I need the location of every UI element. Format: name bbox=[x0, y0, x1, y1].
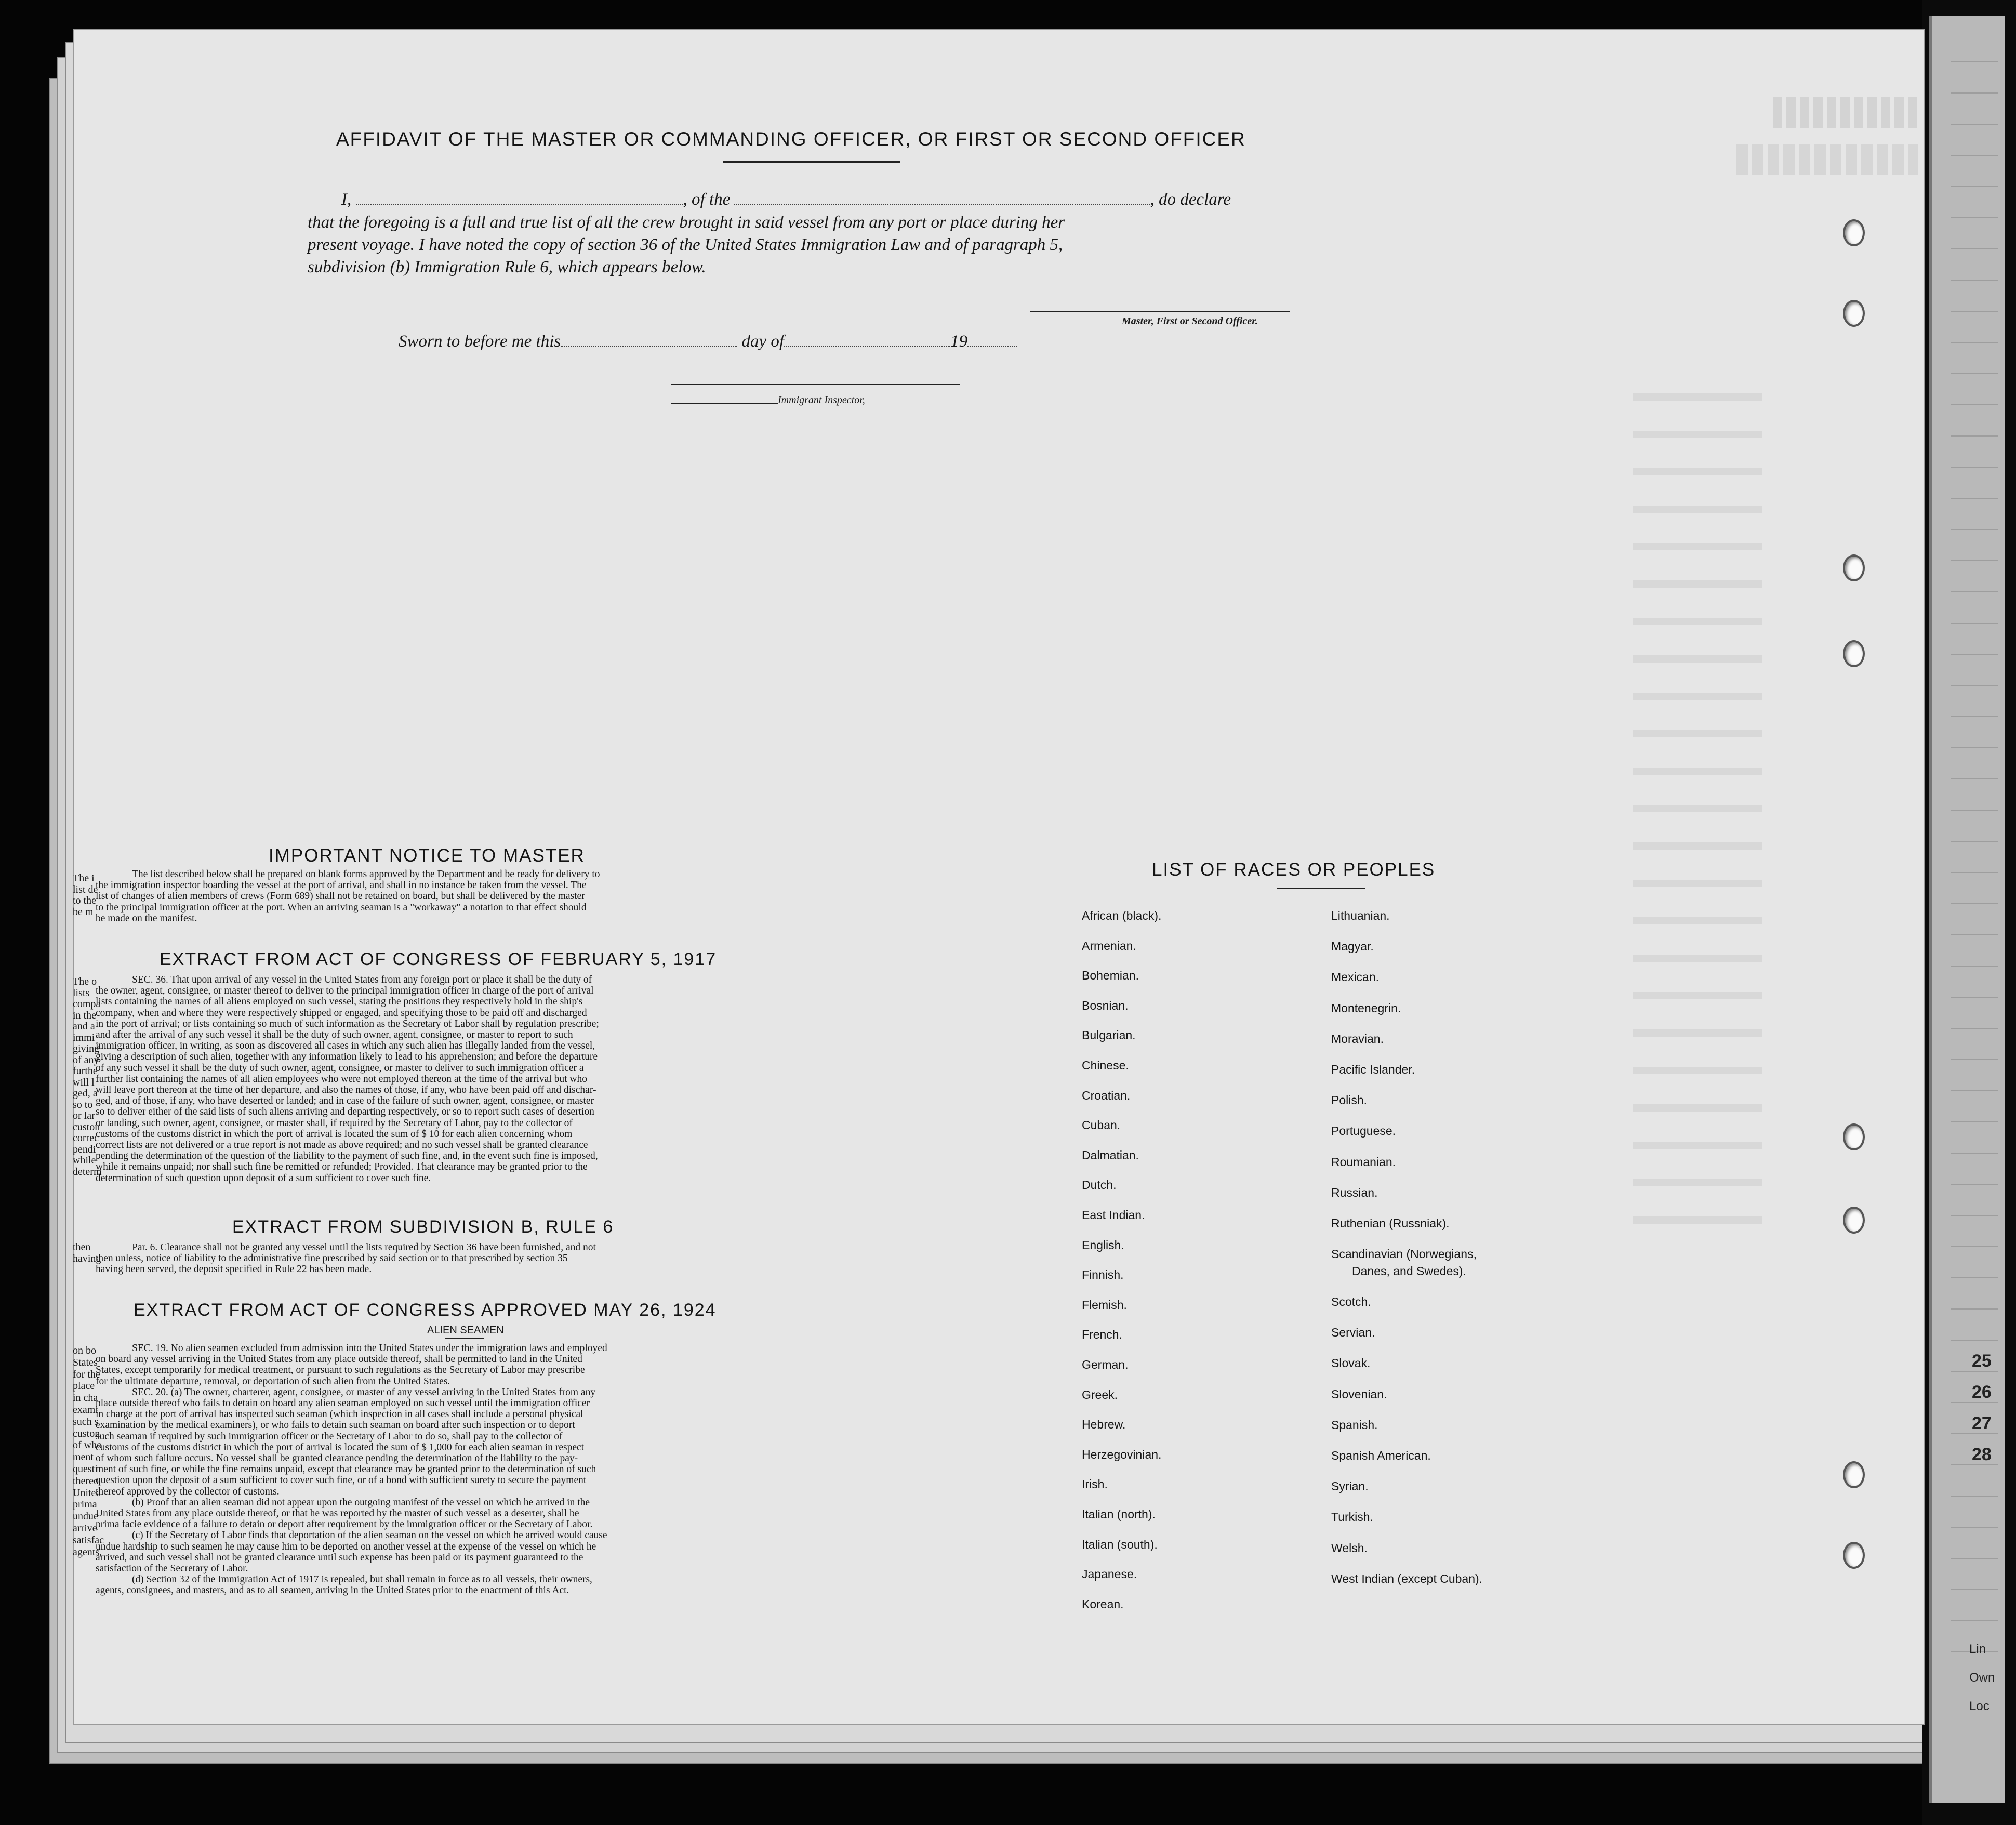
margin-fragment: States bbox=[73, 1356, 98, 1368]
declaration-of-the: , of the bbox=[683, 190, 731, 209]
margin-fragment: and a bbox=[73, 1021, 95, 1032]
notice-line: the immigration inspector boarding the vessel at the port of arrival, and shall in no instance be taken from the vessel. The bbox=[96, 880, 587, 891]
race-item: Spanish American. bbox=[1331, 1448, 1431, 1462]
race-item: Irish. bbox=[1082, 1477, 1108, 1491]
statute-line: place outside thereof who fails to detain on board any alien seaman employed on such vessel until the immigration officer bbox=[96, 1398, 590, 1409]
race-item: Hebrew. bbox=[1082, 1418, 1126, 1432]
margin-fragment: immi bbox=[73, 1031, 95, 1043]
margin-fragment: in the bbox=[73, 1009, 96, 1021]
margin-fragment: such s bbox=[73, 1416, 99, 1427]
race-item: Mexican. bbox=[1331, 970, 1380, 984]
statute-line: giving a description of such alien, together with any information likely to lead to his apprehension; and before the departure bbox=[96, 1051, 598, 1063]
race-item: Cuban. bbox=[1082, 1118, 1121, 1132]
margin-fragment: custon bbox=[73, 1121, 100, 1133]
notice-line: be made on the manifest. bbox=[96, 912, 197, 924]
statute-line: in the port of arrival; or lists containing so much of such information as the Secretary of Labor shall by regulation prescribe; bbox=[96, 1018, 599, 1029]
margin-fragment: compa bbox=[73, 998, 101, 1010]
bleed-through-header bbox=[1736, 144, 1918, 175]
margin-fragment: questi bbox=[73, 1463, 98, 1475]
statute-line: United States from any place outside thereof, or that he was reported by the master of such vessel as a deserter, shall be bbox=[96, 1508, 579, 1519]
margin-fragment: determ bbox=[73, 1166, 102, 1178]
margin-fragment: of who bbox=[73, 1439, 102, 1451]
statute-line: (c) If the Secretary of Labor finds that deportation of the alien seaman on the vessel on which he arrived would cause bbox=[132, 1530, 607, 1541]
declaration-line-3: present voyage. I have noted the copy of section 36 of the United States Immigration Law and of paragraph 5, bbox=[308, 235, 1063, 254]
statute-line: so to deliver either of the said lists of such aliens arriving and departing respectively, or so to report such cases of desertion bbox=[96, 1106, 594, 1118]
race-item: Greek. bbox=[1082, 1387, 1118, 1401]
race-item: African (black). bbox=[1082, 909, 1162, 922]
statute-line: further list containing the names of all alien employees who were not employed thereon at the time of the arrival but who bbox=[96, 1073, 587, 1085]
margin-fragment: list de bbox=[73, 883, 98, 895]
statute-line: determination of such question upon deposit of a sum sufficient to cover such fine. bbox=[96, 1172, 431, 1184]
race-item: Welsh. bbox=[1331, 1541, 1368, 1555]
statute-line: question upon the deposit of a sum sufficient to cover such fine, or of a bond with sufficient surety to secure the payment bbox=[96, 1475, 587, 1486]
statute-line: and after the arrival of any such vessel it shall be the duty of such owner, agent, consignee, or master to report to such bbox=[96, 1029, 573, 1041]
margin-fragment: correc bbox=[73, 1132, 99, 1144]
race-item: Japanese. bbox=[1082, 1567, 1137, 1581]
race-item: Bohemian. bbox=[1082, 969, 1139, 983]
statute-line: satisfaction of the Secretary of Labor. bbox=[96, 1563, 248, 1575]
race-item: Italian (south). bbox=[1082, 1537, 1158, 1551]
race-item: Lithuanian. bbox=[1331, 909, 1390, 922]
races-title-underline bbox=[1277, 888, 1365, 889]
margin-fragment: The i bbox=[73, 872, 95, 884]
margin-fragment: arrive bbox=[73, 1523, 97, 1534]
race-item: Dutch. bbox=[1082, 1178, 1117, 1192]
race-item: English. bbox=[1082, 1238, 1124, 1252]
race-item: Scandinavian (Norwegians, bbox=[1331, 1247, 1477, 1261]
race-item: Polish. bbox=[1331, 1093, 1368, 1107]
race-item: Armenian. bbox=[1082, 938, 1136, 953]
notice-line: to the principal immigration officer at the port. When an arriving seaman is a "workaway" a notation to that effect should bbox=[96, 902, 587, 913]
statute-line: having been served, the deposit specified in Rule 22 has been made. bbox=[96, 1264, 372, 1275]
notice-line: list of changes of alien members of crews (Form 689) shall not be retained on board, but shall be delivered by the master bbox=[96, 891, 585, 902]
statute-line: customs of the customs district in which the port of arrival is located the sum of $ 1,000 for each alien seaman in respect bbox=[96, 1442, 585, 1453]
name-blank[interactable] bbox=[356, 188, 683, 205]
race-item: Finnish. bbox=[1082, 1268, 1124, 1282]
statute-line: in charge at the port of arrival has inspected such seaman (which inspection in all cases shall include a personal physical bbox=[96, 1409, 583, 1420]
statute-line: of any such vessel it shall be the duty of such owner, agent, consignee, or master to deliver to such immigration officer a bbox=[96, 1062, 584, 1074]
margin-fragment: to the bbox=[73, 895, 96, 906]
statute-line: correct lists are not delivered or a true report is not made as above required; and no such vessel shall be granted clearance bbox=[96, 1140, 588, 1151]
declaration-i: I, bbox=[341, 190, 352, 209]
race-item: German. bbox=[1082, 1358, 1129, 1371]
margin-fragment: lists bbox=[73, 987, 90, 999]
margin-fragment: for the bbox=[73, 1368, 100, 1380]
alien-seamen-subtitle: ALIEN SEAMEN bbox=[427, 1325, 504, 1336]
hole-punch bbox=[1843, 1123, 1865, 1150]
margin-fragment: pendi bbox=[73, 1143, 96, 1155]
sworn-day-blank[interactable] bbox=[561, 330, 737, 347]
subdivision-b-title: EXTRACT FROM SUBDIVISION B, RULE 6 bbox=[232, 1217, 614, 1237]
margin-fragment: ment bbox=[73, 1451, 94, 1463]
margin-fragment: thereo bbox=[73, 1475, 99, 1487]
margin-fragment: furthe bbox=[73, 1065, 98, 1077]
margin-fragment: agents, bbox=[73, 1546, 102, 1558]
race-item: Herzegovinian. bbox=[1082, 1447, 1162, 1461]
statute-line: thereof approved by the collector of customs. bbox=[96, 1486, 280, 1497]
master-caption: Master, First or Second Officer. bbox=[1122, 315, 1258, 327]
race-item: Scotch. bbox=[1331, 1294, 1371, 1308]
statute-line: prima facie evidence of a failure to detain or deport after requirement by the immigration officer or the Secretary of Labor. bbox=[96, 1519, 593, 1530]
statute-line: (d) Section 32 of the Immigration Act of 1917 is repealed, but shall remain in force as to all vessels, their owners, bbox=[132, 1574, 592, 1585]
statute-line: ged, and of those, if any, who have deserted or landed; and in case of the failure of such owner, agent, consignee, or master bbox=[96, 1095, 594, 1107]
statute-line: or landing, such owner, agent, consignee, or master shall, if required by the Secretary of Labor, pay to the collector of bbox=[96, 1117, 573, 1129]
declaration-do-declare: , do declare bbox=[1150, 190, 1231, 209]
hole-punch bbox=[1843, 1461, 1865, 1488]
strip-number: 28 bbox=[1972, 1445, 1992, 1464]
statute-line: States, except temporarily for medical treatment, or pursuant to such regulations as the Secretary of Labor may prescribe bbox=[96, 1365, 585, 1376]
margin-fragment: on bo bbox=[73, 1345, 96, 1356]
inspector-caption: Immigrant Inspector, bbox=[778, 394, 865, 406]
statute-line: on board any vessel arriving in the United States from any place outside thereof, shall be permitted to land in the United bbox=[96, 1354, 582, 1365]
margin-fragment: be m bbox=[73, 906, 94, 918]
race-item: Chinese. bbox=[1082, 1059, 1129, 1072]
race-item: Flemish. bbox=[1082, 1298, 1127, 1312]
statute-line: SEC. 36. That upon arrival of any vessel in the United States from any foreign port or place it shall be the duty of bbox=[132, 974, 592, 985]
margin-fragment: place bbox=[73, 1380, 95, 1392]
margin-fragment: United bbox=[73, 1487, 101, 1499]
strip-number: 27 bbox=[1972, 1413, 1992, 1433]
subtitle-underline bbox=[445, 1338, 484, 1339]
race-item: Magyar. bbox=[1331, 940, 1374, 954]
year-blank[interactable] bbox=[967, 330, 1017, 347]
statute-line: lists containing the names of all aliens employed on such vessel, stating the positions they respectively hold in the ship's bbox=[96, 996, 583, 1008]
strip-label: Own bbox=[1969, 1671, 1995, 1685]
declaration-line-2: that the foregoing is a full and true list of all the crew brought in said vessel from any port or place during her bbox=[308, 213, 1065, 232]
statute-line: then unless, notice of liability to the administrative fine prescribed by said section or to that prescribed by section 35 bbox=[96, 1253, 568, 1264]
extract-1924-title: EXTRACT FROM ACT OF CONGRESS APPROVED MAY 26, 1924 bbox=[134, 1300, 717, 1320]
hole-punch bbox=[1843, 1207, 1865, 1234]
margin-fragment: or lar bbox=[73, 1110, 95, 1121]
margin-fragment: ged, a bbox=[73, 1088, 98, 1099]
race-item: French. bbox=[1082, 1328, 1122, 1342]
title-underline bbox=[723, 161, 900, 163]
hole-punch bbox=[1843, 219, 1865, 246]
race-item: Turkish. bbox=[1331, 1510, 1373, 1524]
margin-fragment: having bbox=[73, 1252, 101, 1264]
year-text: 19 bbox=[950, 332, 968, 351]
race-item: West Indian (except Cuban). bbox=[1331, 1571, 1483, 1585]
document-page bbox=[73, 29, 1925, 1725]
notice-body bbox=[96, 869, 867, 924]
race-item: Pacific Islander. bbox=[1331, 1063, 1415, 1076]
bleed-through-header bbox=[1773, 97, 1918, 128]
margin-fragment: The o bbox=[73, 976, 97, 987]
race-item: Moravian. bbox=[1331, 1031, 1384, 1046]
sworn-line bbox=[399, 330, 1017, 352]
hole-punch bbox=[1843, 1542, 1865, 1569]
statute-line: of whom such failure occurs. No vessel shall be granted clearance pending the determination of the liability to the pay- bbox=[96, 1453, 578, 1464]
statute-line: ment of such fine, or while the fine remains unpaid, except that clearance may be granted prior to the determination of such bbox=[96, 1464, 596, 1475]
race-item: Spanish. bbox=[1331, 1418, 1378, 1432]
margin-fragment: custon bbox=[73, 1427, 100, 1439]
declaration-line-4: subdivision (b) Immigration Rule 6, which appears below. bbox=[308, 258, 706, 276]
strip-label: Loc bbox=[1969, 1699, 1990, 1713]
sworn-month-blank[interactable] bbox=[784, 330, 950, 347]
race-item: Italian (north). bbox=[1082, 1507, 1156, 1521]
strip-label: Lin bbox=[1969, 1642, 1986, 1656]
statute-line: will leave port thereon at the time of her departure, and also the names of those, if any, who have been paid off and dischar- bbox=[96, 1085, 596, 1096]
margin-fragment: will l bbox=[73, 1076, 95, 1088]
notice-title: IMPORTANT NOTICE TO MASTER bbox=[269, 845, 585, 866]
bleed-through-column bbox=[1633, 393, 1762, 1225]
declaration-line-1 bbox=[341, 188, 1231, 210]
margin-fragment: while bbox=[73, 1155, 96, 1166]
race-item: Korean. bbox=[1082, 1597, 1124, 1611]
race-item: Montenegrin. bbox=[1331, 1001, 1401, 1015]
statute-line: company, when and where they were respectively shipped or engaged, and specifying those to be paid off and discharged bbox=[96, 1007, 587, 1019]
race-item: Bosnian. bbox=[1082, 998, 1129, 1012]
statute-line: while it remains unpaid; nor shall such fine be remitted or refunded; Provided. That clearance may be granted prior to the bbox=[96, 1161, 588, 1173]
race-item: Servian. bbox=[1331, 1326, 1375, 1340]
statute-line: such seaman if required by such immigration officer or the Secretary of Labor to do so, shall pay to the collector of bbox=[96, 1431, 563, 1442]
margin-fragment: giving bbox=[73, 1043, 100, 1054]
notice-line: The list described below shall be prepared on blank forms approved by the Department and be ready for delivery to bbox=[132, 869, 600, 880]
statute-line: examination by the medical examiners), or who fails to detain such seaman on board after such inspection or to deport bbox=[96, 1420, 575, 1431]
hole-punch bbox=[1843, 554, 1865, 581]
statute-line: undue hardship to such seamen he may cause him to be deported on another vessel at the expense of the vessel on which he bbox=[96, 1541, 596, 1552]
margin-fragment: satisfac bbox=[73, 1534, 104, 1546]
statute-line: SEC. 20. (a) The owner, charterer, agent, consignee, or master of any vessel arriving in the United States from any bbox=[132, 1386, 596, 1398]
race-item: Ruthenian (Russniak). bbox=[1331, 1216, 1450, 1230]
statute-line: immigration officer, in writing, as soon as discovered all cases in which any such alien has illegally landed from the vessel, bbox=[96, 1040, 595, 1052]
race-item: Dalmatian. bbox=[1082, 1148, 1139, 1162]
race-item: Slovenian. bbox=[1331, 1387, 1387, 1401]
statute-line: agents, consignees, and masters, and as to all seamen, arriving in the United States prior to the enactment of this Act. bbox=[96, 1585, 569, 1596]
hole-punch bbox=[1843, 640, 1865, 667]
race-item: Roumanian. bbox=[1331, 1155, 1396, 1169]
race-item: Danes, and Swedes). bbox=[1352, 1264, 1466, 1278]
day-of-text: day of bbox=[741, 332, 785, 351]
statute-line: the owner, agent, consignee, or master thereof to deliver to the principal immigration officer in charge of the port of arrival bbox=[96, 985, 594, 997]
affidavit-title: AFFIDAVIT OF THE MASTER OR COMMANDING OFFICER, OR FIRST OR SECOND OFFICER bbox=[336, 128, 1246, 150]
race-item: Bulgarian. bbox=[1082, 1028, 1136, 1042]
margin-fragment: in cha bbox=[73, 1392, 98, 1404]
race-item: Croatian. bbox=[1082, 1088, 1131, 1102]
extract-1917-title: EXTRACT FROM ACT OF CONGRESS OF FEBRUARY 5, 1917 bbox=[160, 949, 717, 969]
inspector-signature-line-2[interactable] bbox=[671, 403, 778, 404]
inspector-signature-line[interactable] bbox=[671, 384, 960, 385]
statute-line: Par. 6. Clearance shall not be granted any vessel until the lists required by Section 36 have been furnished, and not bbox=[132, 1242, 596, 1253]
race-item: Syrian. bbox=[1331, 1479, 1369, 1493]
races-title: LIST OF RACES OR PEOPLES bbox=[1152, 859, 1436, 880]
vessel-blank[interactable] bbox=[734, 188, 1150, 205]
margin-fragment: then bbox=[73, 1241, 91, 1253]
margin-fragment: of any bbox=[73, 1054, 99, 1066]
statute-line: pending the determination of the question of the liability to the payment of such fine, and, in the event such fine is imposed, bbox=[96, 1150, 598, 1162]
statute-line: customs of the customs district in which the port of arrival is located the sum of $ 10 for each alien concerning whom bbox=[96, 1128, 573, 1140]
race-item: East Indian. bbox=[1082, 1208, 1145, 1222]
statute-line: SEC. 19. No alien seamen excluded from admission into the United States under the immigration laws and employed bbox=[132, 1343, 607, 1354]
margin-fragment: so to bbox=[73, 1099, 93, 1110]
extract-1924-body bbox=[96, 1343, 867, 1596]
statute-line: (b) Proof that an alien seaman did not appear upon the outgoing manifest of the vessel on which he arrived in the bbox=[132, 1497, 590, 1508]
master-signature-line[interactable] bbox=[1030, 311, 1290, 312]
strip-number: 25 bbox=[1972, 1351, 1992, 1371]
hole-punch bbox=[1843, 300, 1865, 327]
race-item: Russian. bbox=[1331, 1185, 1378, 1199]
margin-fragment: undue bbox=[73, 1511, 98, 1523]
margin-fragment: prima bbox=[73, 1499, 97, 1511]
extract-1917-body bbox=[96, 974, 867, 1184]
sworn-text: Sworn to before me this bbox=[399, 332, 561, 351]
strip-number: 26 bbox=[1972, 1382, 1992, 1402]
race-item: Slovak. bbox=[1331, 1356, 1371, 1370]
race-item: Portuguese. bbox=[1331, 1124, 1396, 1138]
statute-line: arrived, and such vessel shall not be granted clearance until such expense has been paid or its payment guaranteed to the bbox=[96, 1552, 583, 1563]
statute-line: for the ultimate departure, removal, or deportation of such alien from the United States. bbox=[96, 1376, 450, 1387]
margin-fragment: exami bbox=[73, 1404, 98, 1416]
subdivision-b-body bbox=[96, 1242, 867, 1275]
